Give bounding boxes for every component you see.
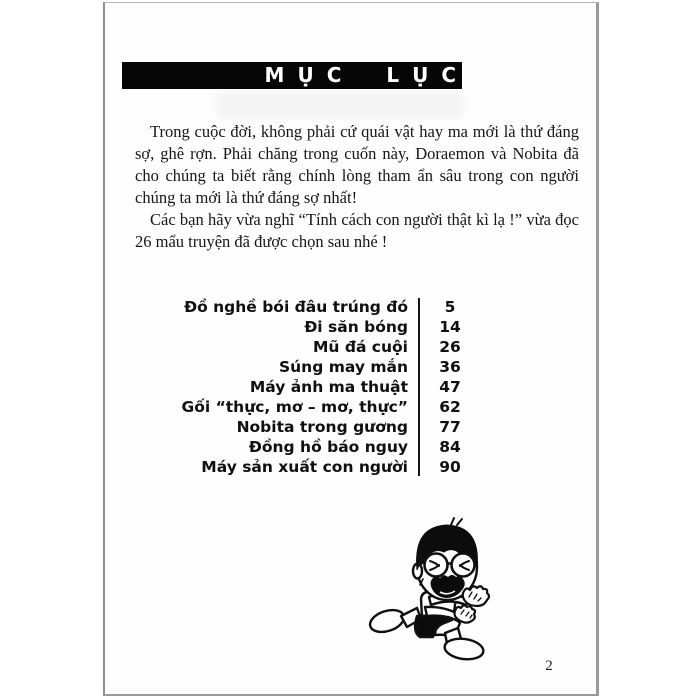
toc-row — [150, 417, 482, 437]
front-shoe — [443, 636, 484, 661]
toc-divider-line — [418, 298, 420, 476]
toc-row — [150, 357, 482, 377]
toc-list — [150, 297, 482, 477]
intro-paragraph: Trong cuộc đời, không phải cứ quái vật hay ma mới là thứ đáng sợ, ghê rợn. Phải chăng trong cuốn này, Doraemon và Nobita đã cho chúng ta biết rằng chính lòng tham ẩn sâu trong con người chúng ta mới là thứ đáng sợ nhất! — [135, 122, 579, 207]
toc-entry-title: Máy sản xuất con người — [201, 458, 408, 476]
hand-lower — [455, 605, 476, 622]
toc-entry-title: Nobita trong gương — [236, 418, 408, 436]
toc-entry-title: Đi săn bóng — [304, 318, 408, 336]
cowlick — [451, 518, 462, 525]
toc-entry-page: 84 — [439, 438, 461, 456]
toc-entry-page: 90 — [439, 458, 461, 476]
intro-paragraph: Các bạn hãy vừa nghĩ “Tính cách con người thật kì lạ !” vừa đọc 26 mẩu truyện đã được chọn sau nhé ! — [135, 210, 579, 251]
toc-entry-title: Súng may mắn — [278, 358, 408, 376]
chapter-header-bar — [122, 62, 469, 89]
toc-row — [150, 297, 482, 317]
page-number: 2 — [545, 658, 553, 674]
toc-entry-page: 62 — [439, 398, 461, 416]
toc-entry-title: Gối “thực, mơ – mơ, thực” — [181, 398, 408, 416]
toc-entry-title: Đồ nghề bói đâu trúng đó — [184, 298, 408, 316]
toc-row — [150, 377, 482, 397]
toc-row — [150, 397, 482, 417]
toc-entry-page: 47 — [439, 378, 461, 396]
toc-row — [150, 457, 482, 477]
toc-row — [150, 437, 482, 457]
toc-entry-title: Mũ đá cuội — [313, 338, 408, 356]
toc-entry-title: Đồng hồ báo nguy — [248, 438, 408, 456]
toc-entry-page: 77 — [439, 418, 461, 436]
toc-row — [150, 337, 482, 357]
page-title: MỤC LỤC — [264, 63, 469, 87]
toc-entry-page: 5 — [444, 298, 456, 316]
intro-text — [135, 121, 579, 253]
nobita-illustration — [365, 513, 565, 668]
back-shoe — [367, 606, 406, 636]
toc-row — [150, 317, 482, 337]
toc-entry-page: 14 — [439, 318, 461, 336]
scan-artifact — [215, 92, 465, 118]
toc-entry-title: Máy ảnh ma thuật — [249, 378, 408, 396]
toc-entry-page: 36 — [439, 358, 461, 376]
toc-entry-page: 26 — [439, 338, 461, 356]
